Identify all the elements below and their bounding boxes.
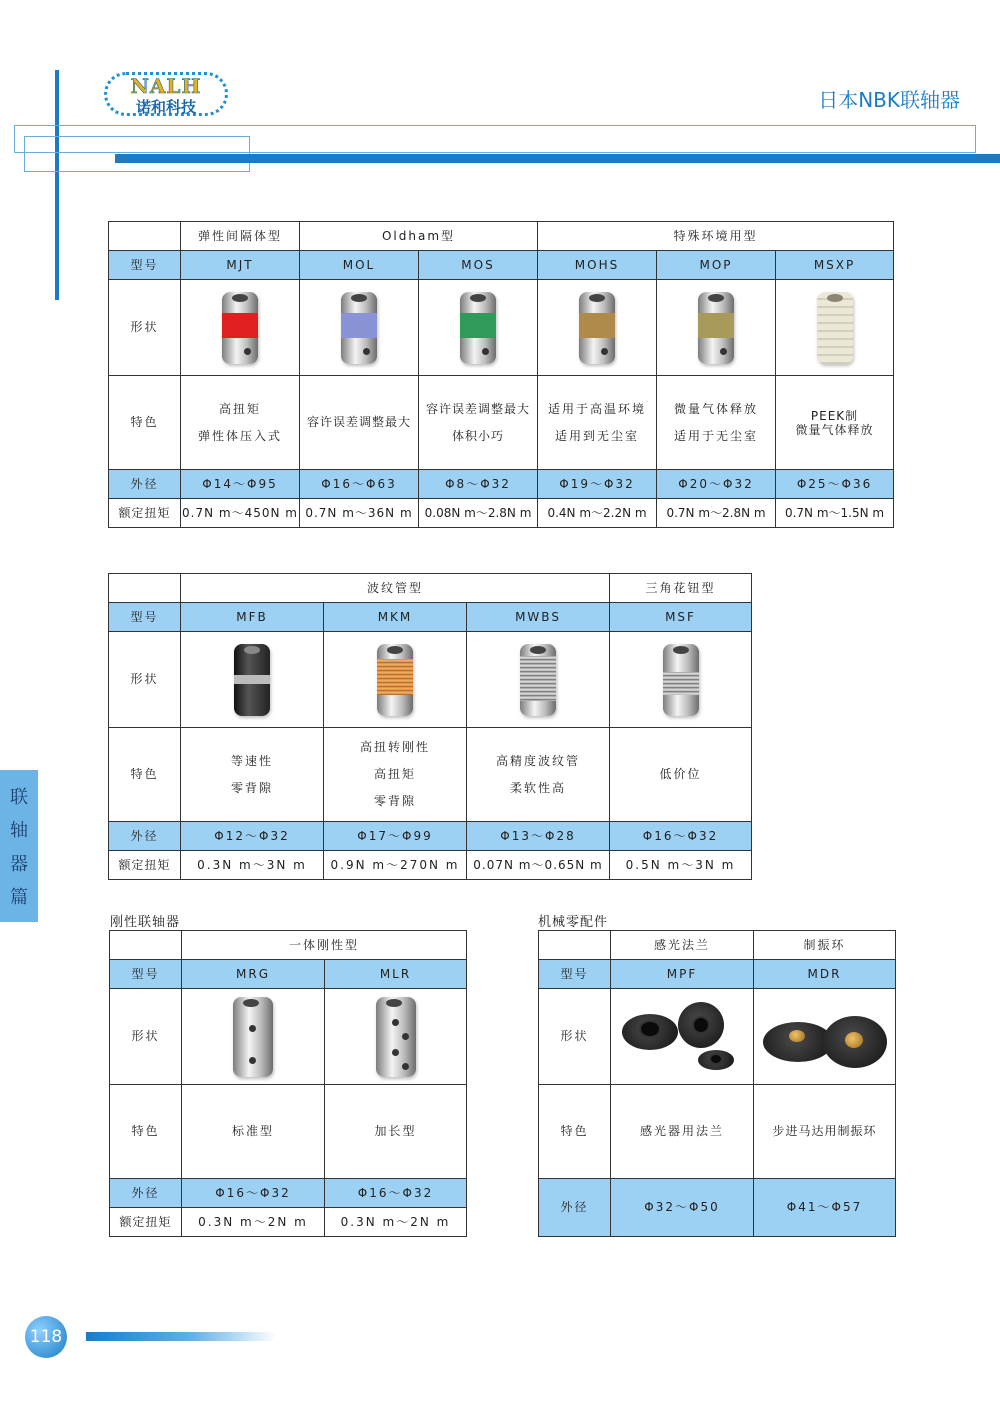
feature-line: 柔软性高	[510, 780, 567, 795]
row-label-shape: 形状	[539, 989, 611, 1085]
product-image-cell	[181, 632, 324, 728]
logo-text: NALH	[130, 74, 202, 98]
od-cell: Φ19～Φ32	[538, 470, 657, 499]
group-header: 三角花钮型	[610, 574, 752, 603]
model-cell: MSXP	[776, 251, 894, 280]
row-label-model: 型号	[109, 603, 181, 632]
row-label-model: 型号	[109, 251, 181, 280]
row-label-shape: 形状	[109, 632, 181, 728]
chapter-side-tab	[0, 770, 38, 922]
feature-line: 微量气体释放	[674, 401, 759, 416]
od-cell: Φ14～Φ95	[181, 470, 300, 499]
torque-cell: 0.7N m～450N m	[181, 499, 300, 528]
feature-line: 加长型	[374, 1124, 417, 1138]
feature-line: 微量气体释放	[795, 422, 874, 437]
header-vertical-rule	[55, 70, 59, 300]
feature-line: 零背隙	[373, 794, 416, 808]
footer-gradient-bar	[86, 1332, 276, 1341]
feature-cell	[754, 1085, 896, 1179]
coupling-mfb-image	[234, 644, 270, 716]
coupling-mjt-image	[222, 292, 258, 364]
feature-line: 高扭矩	[218, 401, 261, 416]
torque-cell: 0.3N m～3N m	[181, 851, 324, 880]
feature-cell	[324, 728, 467, 822]
product-image-cell	[181, 280, 300, 376]
feature-line: 标准型	[231, 1124, 274, 1138]
row-label-od: 外径	[109, 470, 181, 499]
feature-cell	[538, 376, 657, 470]
feature-line: 步进马达用制振环	[772, 1124, 877, 1138]
product-image-cell	[419, 280, 538, 376]
od-cell: Φ16～Φ32	[182, 1179, 325, 1208]
feature-line: 高扭矩	[373, 767, 416, 781]
coupling-mos-image	[460, 292, 496, 364]
feature-line: 感光器用法兰	[639, 1124, 724, 1138]
model-cell: MOL	[300, 251, 419, 280]
model-cell: MFB	[181, 603, 324, 632]
od-cell: Φ32～Φ50	[611, 1179, 754, 1237]
feature-cell	[419, 376, 538, 470]
model-cell: MSF	[610, 603, 752, 632]
feature-line: PEEK制	[810, 408, 859, 423]
model-cell: MPF	[611, 960, 754, 989]
od-cell: Φ8～Φ32	[419, 470, 538, 499]
torque-cell: 0.5N m～3N m	[610, 851, 752, 880]
product-image-cell	[657, 280, 776, 376]
corner-cell	[109, 222, 181, 251]
row-label-torque: 额定扭矩	[109, 851, 181, 880]
feature-line: 体积小巧	[452, 428, 505, 443]
coupling-mrg-image	[233, 997, 273, 1077]
row-label-shape: 形状	[109, 280, 181, 376]
feature-line: 容许误差调整最大	[306, 415, 411, 429]
model-cell: MDR	[754, 960, 896, 989]
torque-cell: 0.07N m～0.65N m	[467, 851, 610, 880]
group-header: 一体刚性型	[182, 931, 467, 960]
model-cell: MWBS	[467, 603, 610, 632]
row-label-feature: 特色	[539, 1085, 611, 1179]
row-label-od: 外径	[109, 822, 181, 851]
product-image-cell	[611, 989, 754, 1085]
feature-line: 低价位	[659, 767, 702, 781]
section-label-parts: 机械零配件	[538, 915, 609, 930]
model-cell: MRG	[182, 960, 325, 989]
side-tab-char: 联	[10, 787, 28, 809]
od-cell: Φ16～Φ32	[325, 1179, 467, 1208]
model-cell: MOHS	[538, 251, 657, 280]
product-image-cell	[754, 989, 896, 1085]
model-cell: MKM	[324, 603, 467, 632]
torque-cell: 0.3N m～2N m	[325, 1208, 467, 1237]
logo-subtext: 诺和科技	[135, 98, 196, 116]
rigid-coupling-table	[109, 930, 467, 1237]
row-label-od: 外径	[110, 1179, 182, 1208]
row-label-feature: 特色	[109, 376, 181, 470]
torque-cell: 0.7N m～2.8N m	[657, 499, 776, 528]
row-label-shape: 形状	[110, 989, 182, 1085]
corner-cell	[539, 931, 611, 960]
feature-line: 容许误差调整最大	[426, 401, 531, 416]
side-tab-char: 轴	[10, 820, 28, 842]
company-logo	[104, 72, 230, 120]
torque-cell: 0.7N m～1.5N m	[776, 499, 894, 528]
row-label-torque: 额定扭矩	[109, 499, 181, 528]
product-image-cell	[538, 280, 657, 376]
feature-cell	[657, 376, 776, 470]
group-header: 波纹管型	[181, 574, 610, 603]
feature-line: 等速性	[230, 753, 273, 768]
coupling-mop-image	[698, 292, 734, 364]
feature-line: 零背隙	[230, 780, 273, 795]
feature-line: 适用于高温环境	[548, 401, 647, 416]
feature-cell	[467, 728, 610, 822]
coupling-mkm-image	[377, 644, 413, 716]
coupling-mlr-image	[376, 997, 416, 1077]
side-tab-char: 篇	[10, 886, 28, 908]
group-header: 特殊环境用型	[538, 222, 894, 251]
product-image-cell	[300, 280, 419, 376]
row-label-model: 型号	[110, 960, 182, 989]
torque-cell: 0.3N m～2N m	[182, 1208, 325, 1237]
torque-cell: 0.4N m～2.2N m	[538, 499, 657, 528]
group-header: 弹性间隔体型	[181, 222, 300, 251]
group-header: 制振环	[754, 931, 896, 960]
coupling-mwbs-image	[520, 644, 556, 716]
row-label-feature: 特色	[109, 728, 181, 822]
feature-line: 适用到无尘室	[555, 428, 640, 443]
feature-cell	[181, 728, 324, 822]
damper-mdr-image	[761, 1002, 889, 1072]
od-cell: Φ12～Φ32	[181, 822, 324, 851]
torque-cell: 0.9N m～270N m	[324, 851, 467, 880]
flange-mpf-image	[620, 1002, 744, 1072]
coupling-table-2	[108, 573, 752, 880]
od-cell: Φ13～Φ28	[467, 822, 610, 851]
feature-cell	[181, 376, 300, 470]
coupling-mol-image	[341, 292, 377, 364]
feature-cell	[611, 1085, 754, 1179]
product-image-cell	[776, 280, 894, 376]
row-label-torque: 额定扭矩	[110, 1208, 182, 1237]
feature-line: 高精度波纹管	[496, 753, 581, 768]
product-image-cell	[467, 632, 610, 728]
header-blue-bar	[115, 154, 1000, 163]
model-cell: MJT	[181, 251, 300, 280]
model-cell: MOS	[419, 251, 538, 280]
corner-cell	[110, 931, 182, 960]
coupling-msxp-image	[817, 292, 853, 364]
group-header: Oldham型	[300, 222, 538, 251]
product-image-cell	[324, 632, 467, 728]
model-cell: MOP	[657, 251, 776, 280]
group-header: 感光法兰	[611, 931, 754, 960]
feature-cell	[182, 1085, 325, 1179]
feature-cell	[325, 1085, 467, 1179]
feature-line: 弹性体压入式	[197, 428, 282, 443]
torque-cell: 0.08N m～2.8N m	[419, 499, 538, 528]
od-cell: Φ25～Φ36	[776, 470, 894, 499]
row-label-model: 型号	[539, 960, 611, 989]
product-image-cell	[182, 989, 325, 1085]
od-cell: Φ16～Φ63	[300, 470, 419, 499]
feature-cell	[776, 376, 894, 470]
row-label-od: 外径	[539, 1179, 611, 1237]
coupling-mohs-image	[579, 292, 615, 364]
page-number: 118	[25, 1316, 67, 1358]
od-cell: Φ16～Φ32	[610, 822, 752, 851]
coupling-msf-image	[663, 644, 699, 716]
side-tab-char: 器	[10, 853, 28, 875]
page-title: 日本NBK联轴器	[818, 88, 960, 112]
section-label-rigid: 刚性联轴器	[110, 915, 181, 930]
product-image-cell	[610, 632, 752, 728]
mechanical-parts-table	[538, 930, 896, 1237]
row-label-feature: 特色	[110, 1085, 182, 1179]
feature-line: 高扭转刚性	[359, 740, 430, 754]
od-cell: Φ20～Φ32	[657, 470, 776, 499]
torque-cell: 0.7N m～36N m	[300, 499, 419, 528]
corner-cell	[109, 574, 181, 603]
feature-line: 适用于无尘室	[674, 428, 759, 443]
product-image-cell	[325, 989, 467, 1085]
model-cell: MLR	[325, 960, 467, 989]
feature-cell	[610, 728, 752, 822]
od-cell: Φ17～Φ99	[324, 822, 467, 851]
od-cell: Φ41～Φ57	[754, 1179, 896, 1237]
feature-cell	[300, 376, 419, 470]
coupling-table-1	[108, 221, 894, 528]
